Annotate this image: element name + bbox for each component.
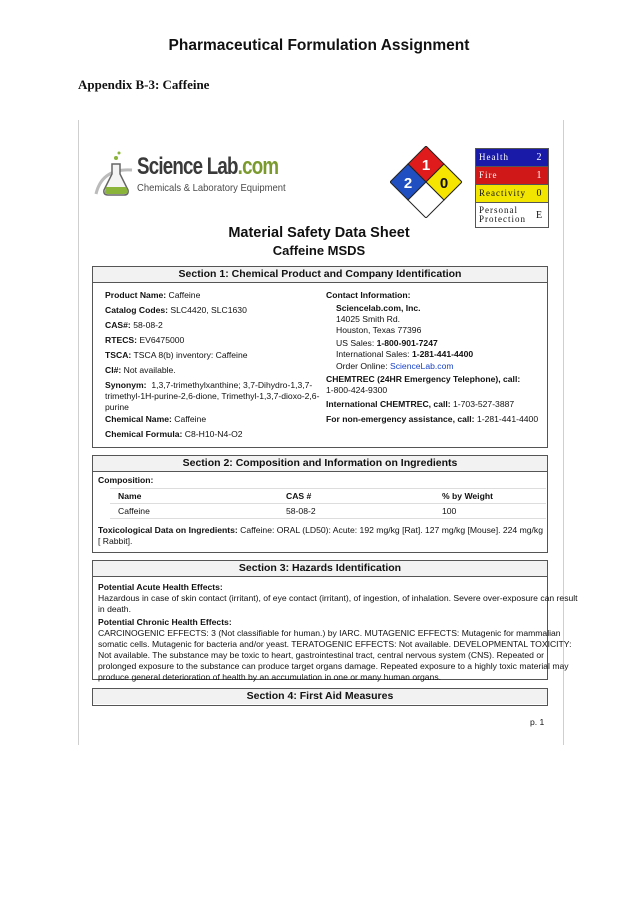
acute-effects-line-2: in death.	[98, 604, 131, 614]
catalog-codes-label: Catalog Codes:	[105, 305, 169, 315]
rtecs	[105, 335, 184, 346]
appendix-title: Appendix B-3: Caffeine	[78, 77, 210, 92]
logo-wordmark-science: Science	[137, 153, 203, 180]
logo-wordmark-lab: Lab	[206, 153, 238, 180]
catalog-codes	[105, 305, 247, 316]
product-name-value: Caffeine	[168, 290, 201, 300]
nfpa-reactivity: 0	[439, 175, 449, 192]
non-emergency	[326, 414, 538, 425]
company-address-2: Houston, Texas 77396	[336, 325, 422, 335]
document-title: Pharmaceutical Formulation Assignment	[168, 37, 470, 54]
order-online-label: Order Online:	[336, 361, 388, 371]
tox-value-1: Caffeine: ORAL (LD50): Acute: 192 mg/kg [Rat]. 127 mg/kg [Mouse]. 224 mg/kg	[240, 525, 543, 535]
logo-tagline: Chemicals & Laboratory Equipment	[137, 182, 286, 194]
column-header-cas: CAS #	[278, 489, 434, 504]
company-name: Sciencelab.com, Inc.	[336, 303, 421, 313]
msds-title: Material Safety Data Sheet	[228, 225, 410, 241]
hazard-value: 1	[536, 170, 542, 181]
chemical-name	[105, 414, 206, 425]
order-online	[336, 361, 454, 372]
rtecs-label: RTECS:	[105, 335, 137, 345]
hazard-rating-table	[475, 148, 549, 228]
section-3-heading: Section 3: Hazards Identification	[93, 561, 547, 577]
toxicological-data-line-2: [ Rabbit].	[98, 536, 133, 546]
cas-value: 58-08-2	[133, 320, 163, 330]
hazard-label: Health	[479, 152, 509, 162]
hazard-row-personal-protection	[476, 203, 548, 227]
hazard-value: 2	[536, 152, 542, 163]
cas-number	[105, 320, 163, 331]
toxicological-data-line-1	[98, 525, 543, 536]
hazard-row-reactivity	[476, 185, 548, 203]
us-sales	[336, 338, 438, 349]
company-address-1: 14025 Smith Rd.	[336, 314, 401, 324]
page-number: p. 1	[530, 717, 545, 727]
table-header-row	[110, 489, 546, 504]
product-name	[105, 290, 200, 301]
msds-subtitle: Caffeine MSDS	[272, 243, 366, 258]
section-1-heading: Section 1: Chemical Product and Company Identification	[93, 267, 547, 283]
acute-effects-line-1: Hazardous in case of skin contact (irritant), of eye contact (irritant), of ingestion, of inhalation. Severe over-exposure can result	[98, 593, 578, 603]
synonym-line-3: purine	[105, 402, 129, 412]
section-4-box	[92, 688, 548, 706]
hazard-value: 0	[536, 188, 542, 199]
ci-number	[105, 365, 176, 376]
ci-value: Not available.	[123, 365, 176, 375]
table-row	[110, 504, 546, 519]
non-emergency-number: 1-281-441-4400	[476, 414, 539, 424]
ci-label: CI#:	[105, 365, 122, 375]
section-4-heading: Section 4: First Aid Measures	[93, 689, 547, 704]
international-sales	[336, 349, 473, 360]
composition-table	[110, 488, 546, 519]
synonym-value-1: 1,3,7-trimethylxanthine; 3,7-Dihydro-1,3,7-	[151, 380, 313, 390]
acute-effects-label: Potential Acute Health Effects:	[98, 582, 223, 592]
tsca-value: TSCA 8(b) inventory: Caffeine	[133, 350, 248, 360]
intl-sales-number: 1-281-441-4400	[411, 349, 474, 359]
logo-wordmark-dot: .com	[237, 153, 279, 180]
hazard-row-fire	[476, 167, 548, 185]
cas-label: CAS#:	[105, 320, 131, 330]
chronic-effects-line-4: prolonged exposure to the substance can produce target organs damage. Repeated exposure to a highly toxic material may	[98, 661, 569, 671]
chronic-effects-line-3: Not available. The substance may be toxic to heart, gastrointestinal tract, central nervous system (CNS). Repeated or	[98, 650, 544, 660]
cell-weight: 100	[434, 504, 546, 519]
intl-chemtrec-label: International CHEMTREC, call:	[326, 399, 451, 409]
hazard-label: Personal Protection	[479, 205, 526, 224]
chemical-formula-value: C8-H10-N4-O2	[184, 429, 243, 439]
chemtrec-number: 1-800-424-9300	[326, 385, 388, 395]
tsca	[105, 350, 248, 361]
chemical-name-label: Chemical Name:	[105, 414, 172, 424]
chronic-effects-line-5: produce general deterioration of health by an accumulation in one or many human organs.	[98, 672, 442, 682]
column-header-name: Name	[110, 489, 278, 504]
hazard-row-health	[476, 149, 548, 167]
us-sales-number: 1-800-901-7247	[376, 338, 438, 348]
chronic-effects-label: Potential Chronic Health Effects:	[98, 617, 232, 627]
hazard-label: Fire	[479, 170, 498, 180]
composition-label: Composition:	[98, 475, 154, 485]
logo-wordmark	[137, 153, 278, 181]
tox-label: Toxicological Data on Ingredients:	[98, 525, 238, 535]
us-sales-label: US Sales:	[336, 338, 375, 348]
chronic-effects-line-2: somatic cells. Mutagenic for bacteria and/or yeast. TERATOGENIC EFFECTS: Not available. DEVELOPMENTAL TOXICITY:	[98, 639, 572, 649]
hazard-label: Reactivity	[479, 188, 526, 198]
intl-chemtrec-number: 1-703-527-3887	[453, 399, 515, 409]
cell-cas: 58-08-2	[278, 504, 434, 519]
rtecs-value: EV6475000	[139, 335, 185, 345]
product-name-label: Product Name:	[105, 290, 167, 300]
nfpa-health: 2	[403, 175, 413, 192]
synonym-line-2: trimethyl-1H-purine-2,6-dione, Trimethyl-1,3,7-dioxo-2,6-	[105, 391, 320, 401]
sciencelab-link[interactable]: ScienceLab.com	[389, 361, 454, 371]
chemical-name-value: Caffeine	[174, 414, 207, 424]
hazard-value: E	[535, 209, 543, 221]
synonym-label: Synonym:	[105, 380, 147, 390]
chemical-formula-label: Chemical Formula:	[105, 429, 183, 439]
nfpa-flammability: 1	[421, 157, 431, 174]
international-chemtrec	[326, 399, 514, 410]
cell-name: Caffeine	[110, 504, 278, 519]
synonym-line-1	[105, 380, 312, 391]
chronic-effects-line-1: CARCINOGENIC EFFECTS: 3 (Not classifiable for human.) by IARC. MUTAGENIC EFFECTS: Mutagenic for mammalian	[98, 628, 561, 638]
catalog-codes-value: SLC4420, SLC1630	[170, 305, 247, 315]
nfpa-diamond	[390, 146, 462, 218]
contact-info-label: Contact Information:	[326, 290, 411, 300]
section-2-heading: Section 2: Composition and Information on Ingredients	[93, 456, 547, 472]
tsca-label: TSCA:	[105, 350, 132, 360]
intl-sales-label: International Sales:	[336, 349, 410, 359]
non-emergency-label: For non-emergency assistance, call:	[326, 414, 475, 424]
column-header-weight: % by Weight	[434, 489, 546, 504]
chemical-formula	[105, 429, 243, 440]
chemtrec-label: CHEMTREC (24HR Emergency Telephone), call:	[326, 374, 521, 384]
